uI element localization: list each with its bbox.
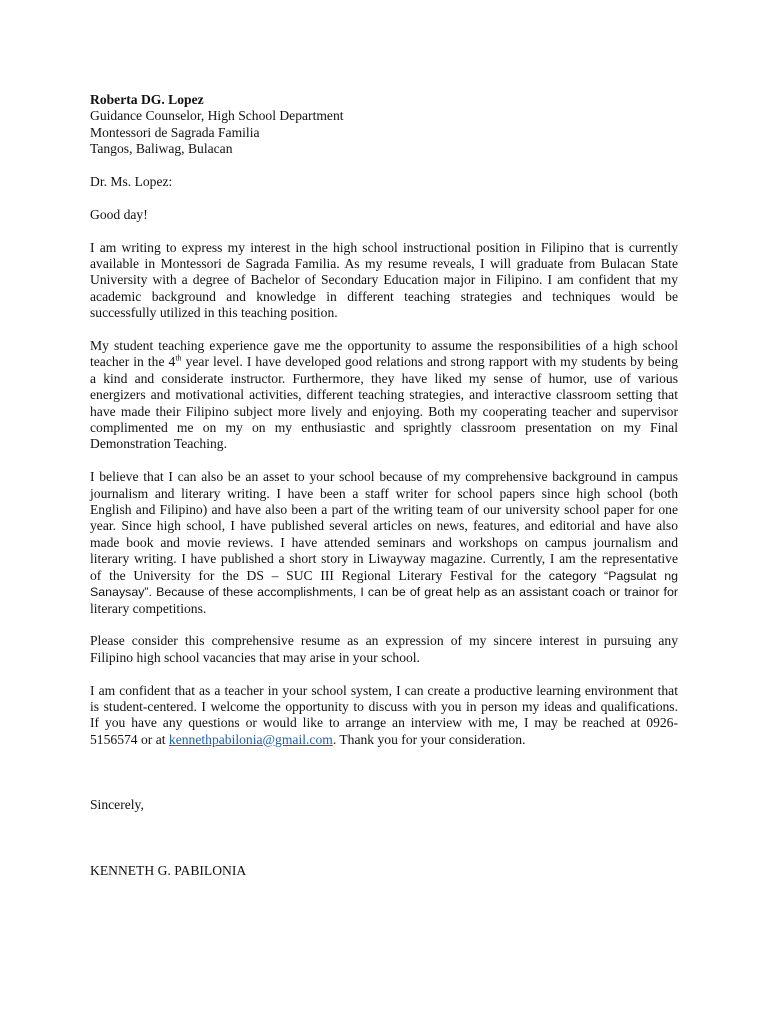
cover-letter [90,92,678,879]
salutation: Dr. Ms. Lopez: [90,174,173,190]
greeting: Good day! [90,206,148,222]
paragraph-line: literary writing. I have published a short story in Liwayway magazine. Currently, I am the representative [90,551,678,567]
paragraph-line: Please consider this comprehensive resume as an expression of my sincere interest in pursuing any [90,633,678,649]
paragraph-line: academic background and knowledge in different teaching strategies and techniques would be [90,288,678,304]
paragraph-line: Demonstration Teaching. [90,436,227,452]
paragraph-line: of the University for the DS – SUC III Regional Literary Festival for the category “Pagsulat ng [90,567,678,583]
paragraph-3 [90,469,678,617]
recipient-title: Guidance Counselor, High School Department [90,108,344,124]
paragraph-line: I believe that I can also be an asset to your school because of my comprehensive background in campus [90,469,678,485]
paragraph-5 [90,683,678,749]
recipient-block [90,92,678,158]
paragraph-line: English and Filipino) and have also been a part of the writing team of our university school paper for one [90,502,678,518]
paragraph-line: available in Montessori de Sagrada Familia. As my resume reveals, I will graduate from Bulacan State [90,256,678,272]
recipient-address: Tangos, Baliwag, Bulacan [90,141,233,157]
ordinal-superscript: th [175,353,182,363]
paragraph-line: 5156574 or at kennethpabilonia@gmail.com. Thank you for your consideration. [90,731,526,747]
paragraph-line: complimented me on my on my enthusiastic and sprightly classroom presentation on my Final [90,420,678,436]
email-link[interactable]: kennethpabilonia@gmail.com [168,731,333,747]
paragraph-line: University with a degree of Bachelor of Secondary Education major in Filipino. I am confident that my [90,272,678,288]
closing: Sincerely, [90,797,144,813]
paragraph-line: If you have any questions or would like to arrange an interview with me, I may be reached at 0926- [90,715,678,731]
paragraph-line: successfully utilized in this teaching position. [90,305,338,321]
paragraph-line: literary competitions. [90,600,207,616]
paragraph-1 [90,240,678,322]
paragraph-line: Sanaysay”. Because of these accomplishments, I can be of great help as an assistant coach or trainor for [90,585,678,600]
paragraph-4 [90,633,678,666]
paragraph-line: is student-centered. I welcome the opportunity to discuss with you in person my ideas and qualifications. [90,698,678,714]
paragraph-line: energizers and motivational activities, different teaching strategies, and interactive classroom setting that [90,387,678,403]
paragraph-line: journalism and literary writing. I have been a staff writer for school papers since high school (both [90,485,678,501]
paragraph-line: year. Since high school, I have published several articles on news, features, and editorial and have also [90,518,678,534]
paragraph-line: I am confident that as a teacher in your school system, I can create a productive learning environment that [90,682,678,698]
paragraph-line: teacher in the 4th year level. I have developed good relations and strong rapport with my students by being [90,353,678,370]
recipient-name: Roberta DG. Lopez [90,92,204,107]
paragraph-line: Filipino high school vacancies that may arise in your school. [90,649,420,665]
paragraph-line: made book and movie reviews. I have attended seminars and workshops on campus journalism and [90,534,678,550]
paragraph-line: have made their Filipino subject more lively and enjoying. Both my cooperating teacher and supervisor [90,403,678,419]
recipient-school: Montessori de Sagrada Familia [90,124,260,140]
paragraph-line: I am writing to express my interest in the high school instructional position in Filipino that is currently [90,239,678,255]
paragraph-line: a kind and considerate instructor. Furthermore, they have liked my sense of humor, use of various [90,370,678,386]
signature-name: KENNETH G. PABILONIA [90,862,247,878]
paragraph-2 [90,338,678,453]
paragraph-line: My student teaching experience gave me the opportunity to assume the responsibilities of a high school [90,338,678,354]
